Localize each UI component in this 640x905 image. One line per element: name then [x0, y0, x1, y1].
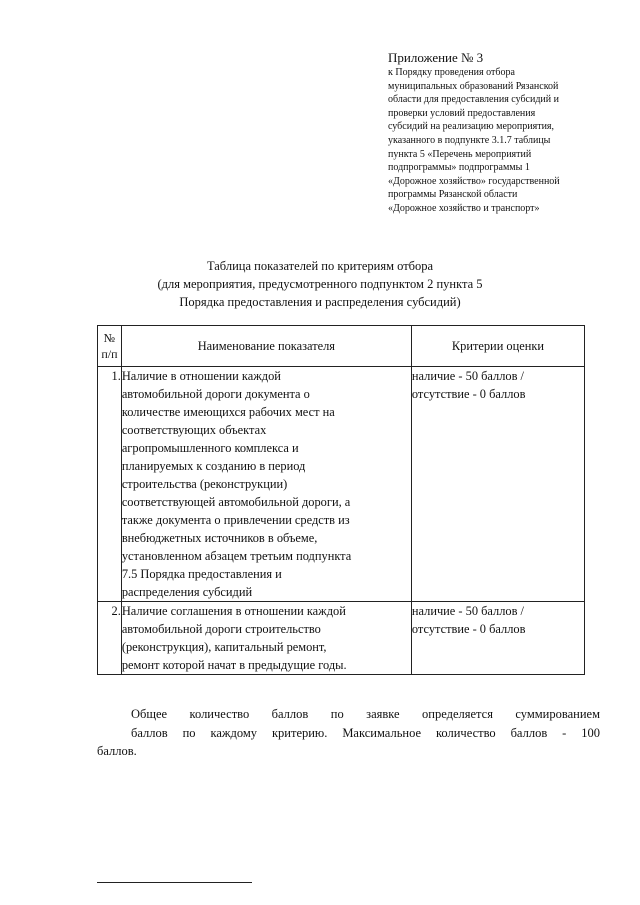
- text-line: планируемых к созданию в период: [121, 459, 306, 473]
- annex-block: [388, 50, 608, 216]
- annex-line: проверки условий предоставления: [388, 107, 536, 119]
- text-line: автомобильной дороги документа о: [121, 387, 310, 401]
- text-line: соответствующих объектах: [121, 423, 267, 437]
- header-criteria: Критерии оценки: [411, 326, 584, 367]
- note-line: баллов по каждому критерию. Максимальное количество баллов - 100: [131, 725, 600, 740]
- header-number-line: №: [103, 331, 116, 345]
- heading-line: Таблица показателей по критериям отбора: [206, 259, 434, 273]
- text-line: наличие - 50 баллов /: [411, 369, 524, 383]
- text-line: 7.5 Порядка предоставления и: [121, 567, 282, 581]
- table-heading: [120, 257, 520, 311]
- header-name: Наименование показателя: [121, 326, 411, 367]
- table-row: [98, 602, 585, 675]
- heading-line: (для мероприятия, предусмотренного подпунктом 2 пункта 5: [157, 277, 483, 291]
- text-line: внебюджетных источников в объеме,: [121, 531, 318, 545]
- annex-line: указанного в подпункте 3.1.7 таблицы: [388, 134, 551, 146]
- annex-title: Приложение № 3: [388, 50, 484, 65]
- text-line: Наличие соглашения в отношении каждой: [121, 604, 346, 618]
- text-line: (реконструкция), капитальный ремонт,: [121, 640, 327, 654]
- annex-line: субсидий на реализацию мероприятия,: [388, 121, 555, 133]
- header-number: [98, 326, 122, 367]
- text-line: отсутствие - 0 баллов: [411, 387, 526, 401]
- text-line: наличие - 50 баллов /: [411, 604, 524, 618]
- text-line: автомобильной дороги строительство: [121, 622, 321, 636]
- note-line: баллов.: [97, 744, 137, 758]
- text-line: распределения субсидий: [121, 585, 253, 599]
- annex-line: подпрограммы» подпрограммы 1: [388, 162, 530, 174]
- annex-line: области для предоставления субсидий и: [388, 94, 559, 106]
- text-line: агропромышленного комплекса и: [121, 441, 299, 455]
- row-indicator-name: [121, 602, 411, 675]
- text-line: также документа о привлечении средств из: [121, 513, 350, 527]
- text-line: строительства (реконструкции): [121, 477, 288, 491]
- table-row: [98, 367, 585, 602]
- text-line: установленном абзацем третьим подпункта: [121, 549, 352, 563]
- annex-line: «Дорожное хозяйство» государственной: [388, 175, 560, 187]
- annex-line: муниципальных образований Рязанской: [388, 80, 559, 92]
- text-line: отсутствие - 0 баллов: [411, 622, 526, 636]
- heading-line: Порядка предоставления и распределения субсидий): [179, 295, 461, 309]
- note-line: Общее количество баллов по заявке определяется суммированием: [131, 707, 600, 721]
- annex-line: пункта 5 «Перечень мероприятий: [388, 148, 532, 160]
- annex-line: «Дорожное хозяйство и транспорт»: [388, 202, 540, 214]
- text-line: соответствующей автомобильной дороги, а: [121, 495, 351, 509]
- row-indicator-name: [121, 367, 411, 602]
- header-number-line: п/п: [101, 347, 118, 361]
- text-line: Наличие в отношении каждой: [121, 369, 281, 383]
- text-line: количестве имеющихся рабочих мест на: [121, 405, 335, 419]
- table-header-row: [98, 326, 585, 367]
- annex-line: программы Рязанской области: [388, 189, 518, 201]
- row-number: 1.: [98, 367, 122, 602]
- row-number: 2.: [98, 602, 122, 675]
- annex-line: к Порядку проведения отбора: [388, 67, 515, 78]
- footnote-divider: [97, 882, 252, 883]
- row-criteria: [411, 602, 584, 675]
- row-criteria: [411, 367, 584, 602]
- criteria-table: [97, 325, 585, 675]
- scoring-note: [97, 705, 600, 761]
- text-line: ремонт которой начат в предыдущие годы.: [121, 658, 347, 672]
